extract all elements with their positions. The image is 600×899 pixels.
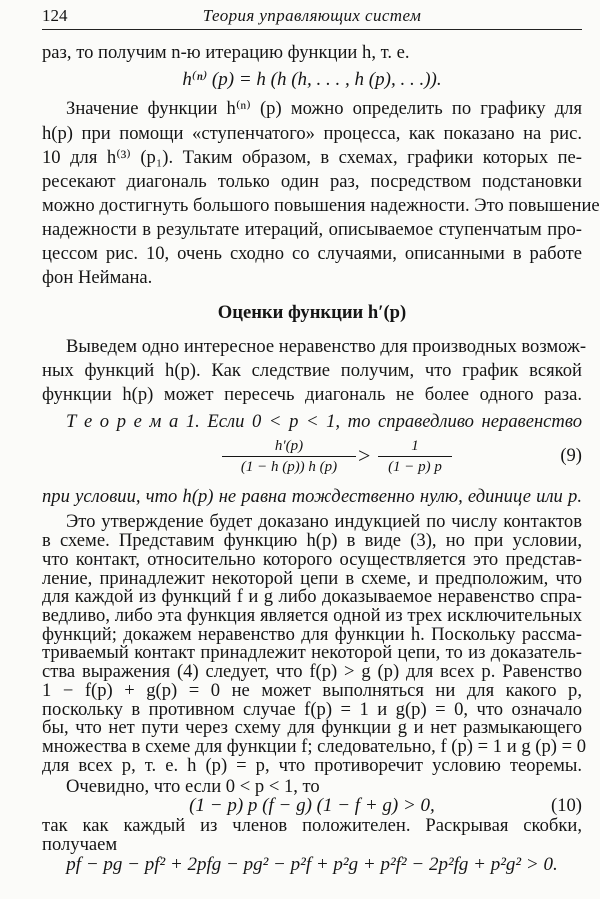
text-line: Выведем одно интересное неравенство для производных возмож- xyxy=(66,336,587,357)
text-line: триваемый контакт принадлежит некоторой цепи, то из доказатель- xyxy=(42,642,582,664)
text-line: цессом рис. 10, очень сходно со случаями, описанными в работе xyxy=(42,243,582,264)
fraction-left-denominator: (1 − h (p)) h (p) xyxy=(240,459,338,475)
text-line: надежности в результате итераций, описываемое ступенчатым про- xyxy=(42,219,582,240)
equation-number: (10) xyxy=(551,795,582,817)
text-line: что контакт, относительно которого осуществляется это представ- xyxy=(42,548,582,570)
greater-than-sign: > xyxy=(358,443,371,468)
fraction-right-numerator: 1 xyxy=(411,438,419,454)
fraction-right xyxy=(378,437,452,476)
page-header xyxy=(42,4,582,30)
equation-number: (9) xyxy=(560,445,582,466)
fraction-bar xyxy=(222,456,356,457)
fraction-bar xyxy=(378,456,452,457)
fraction-right-denominator: (1 − p) p xyxy=(388,459,442,475)
page-number: 124 xyxy=(42,6,68,25)
formula-iteration: h⁽ⁿ⁾ (p) = h (h (h, . . . , h (p), . . .)). xyxy=(182,69,442,90)
text-line: для каждой из функций f и g либо доказываемое неравенство спра- xyxy=(42,586,582,608)
text-line: бы, что нет пути через схему для функции g и нет размыкающего xyxy=(42,717,582,739)
text-line: ление, принадлежит некоторой цепи в схеме, и предположим, что xyxy=(42,567,582,589)
text-line: ства выражения (4) следует, что f(p) > g (p) для всех p. Равенство xyxy=(42,661,582,683)
text-line: множества в схеме для функции f; следовательно, f (p) = 1 и g (p) = 0 xyxy=(42,736,587,757)
text-line: ных функций h(p). Как следствие получим, что график всякой xyxy=(42,360,582,381)
text-line: раз, то получим n-ю итерацию функции h, т. е. xyxy=(42,42,410,63)
theorem-statement: Т е о р е м а 1. Если 0 < p < 1, то справедливо неравенство xyxy=(66,411,582,432)
equation-10: (1 − p) p (f − g) (1 − f + g) > 0, xyxy=(189,795,435,817)
text-line: 10 для h⁽³⁾ (p₁). Таким образом, в схемах, графики которых пе- xyxy=(42,147,582,168)
text-line: ведливо, либо эта функция является одной из трех исключительных xyxy=(42,604,582,626)
header-rule xyxy=(42,29,582,30)
text-line: можно достигнуть большого повышения надежности. Это повышение xyxy=(42,195,600,216)
text-line: в схеме. Представим функцию h(p) в виде (3), но при условии, xyxy=(42,530,582,552)
formula-expanded: pf − pg − pf² + 2pfg − pg² − p²f + p²g + p²f² − 2p²fg + p²g² > 0. xyxy=(66,853,558,875)
text-line: функций; докажем неравенство для функции h. Поскольку рассма- xyxy=(42,623,582,645)
text-line: фон Неймана. xyxy=(42,267,153,288)
text-line: получаем xyxy=(42,834,118,856)
text-line: ресекают диагональ только один раз, посредством подстановки xyxy=(42,171,582,192)
theorem-condition: при условии, что h(p) не равна тождественно нулю, единице или p. xyxy=(42,486,582,507)
running-title: Теория управляющих систем xyxy=(202,6,422,25)
text-line: так как каждый из членов положителен. Раскрывая скобки, xyxy=(42,814,582,836)
text-line: Значение функции h⁽ⁿ⁾ (p) можно определить по графику для xyxy=(66,98,582,119)
text-line: для всех p, т. е. h (p) = p, что противоречит условию теоремы. xyxy=(42,754,582,776)
text-line: Это утверждение будет доказано индукцией по числу контактов xyxy=(66,511,582,533)
fraction-left xyxy=(222,437,356,476)
text-line: функции h(p) может пересечь диагональ не более одного раза. xyxy=(42,384,582,405)
text-line: Очевидно, что если 0 < p < 1, то xyxy=(66,775,320,797)
text-line: h(p) при помощи «ступенчатого» процесса, как показано на рис. xyxy=(42,123,582,144)
text-line: 1 − f(p) + g(p) = 0 не может выполняться ни для какого p, xyxy=(42,679,582,701)
text-line: поскольку в противном случае f(p) = 1 и g(p) = 0, что означало xyxy=(42,698,582,720)
fraction-left-numerator: h′(p) xyxy=(274,438,304,454)
section-heading: Оценки функции h′(p) xyxy=(217,302,407,323)
